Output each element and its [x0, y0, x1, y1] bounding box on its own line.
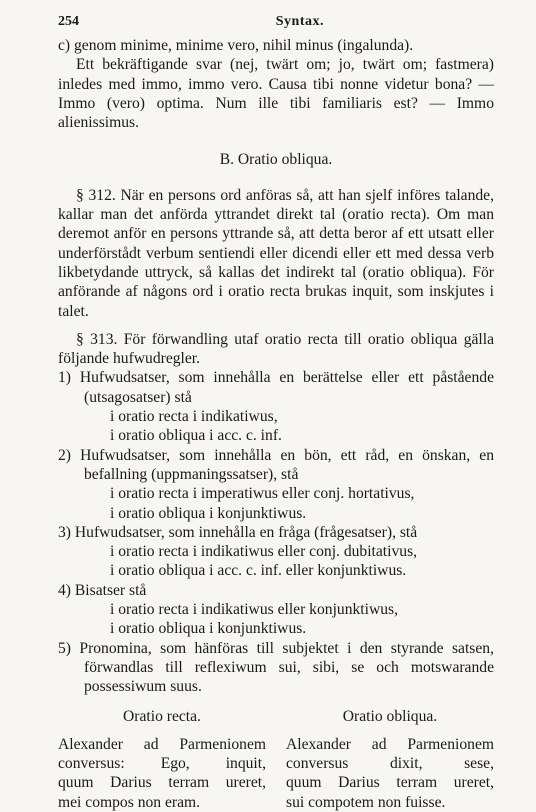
oratio-obliqua-column	[286, 707, 494, 812]
rule-3-sub-1: i oratio recta i indikatiwus eller conj. dubitativus,	[110, 543, 418, 561]
recta-line-4: mei compos non eram.	[58, 793, 201, 811]
obliqua-line-1: Alexander ad Parmenionem	[286, 735, 494, 753]
page-header	[58, 14, 494, 30]
rule-4: 4) Bisatser stå	[58, 581, 147, 599]
rules-list	[58, 368, 494, 696]
oratio-recta-column	[58, 707, 266, 812]
rule-5: 5) Pronomina, som hänföras till subjektet i den styrande satsen, förwandlas till reflexiwum sui, sibi, se och motswarande possessiwum suus.	[58, 639, 494, 696]
rule-3-sub-2: i oratio obliqua i acc. c. inf. eller konjunktiwus.	[110, 562, 407, 580]
running-title: Syntax.	[275, 14, 324, 29]
rule-4-sub-1: i oratio recta i indikatiwus eller konjunktiwus,	[110, 601, 398, 619]
example-columns	[58, 707, 494, 812]
list-item-c: c) genom minime, minime vero, nihil minus (ingalunda).	[58, 37, 414, 54]
obliqua-line-4: sui compotem non fuisse.	[286, 793, 446, 811]
recta-line-3: quum Darius terram ureret,	[58, 774, 266, 792]
rule-2: 2) Hufwudsatser, som innehålla en bön, ett råd, en önskan, en befallning (uppmaningssatser), stå	[58, 446, 494, 483]
rule-3: 3) Hufwudsatser, som innehålla en fråga (frågesatser), stå	[58, 523, 418, 541]
recta-line-1: Alexander ad Parmenionem	[58, 735, 266, 753]
paragraph-313: § 313. För förwandling utaf oratio recta till oratio obliqua gälla följande hufwudregler.	[58, 330, 494, 368]
rule-1-sub-2: i oratio obliqua i acc. c. inf.	[110, 427, 282, 445]
affirmative-answer-paragraph: Ett bekräftigande svar (nej, twärt om; jo, twärt om; fastmera) inledes med immo, immo vero. Causa tibi nonne videtur bona? — Immo (vero) optima. Num ille tibi familiaris est? — Immo alienissimus.	[58, 56, 494, 132]
rule-1: 1) Hufwudsatser, som innehålla en berättelse eller ett påstående (utsagosatser) stå	[58, 369, 494, 406]
paragraph-312: § 312. När en persons ord anföras så, att han sjelf införes talande, kallar man det anförda yttrandet direkt tal (oratio recta). Om man deremot anför en persons yttrande så, att detta beror af ett utsatt eller underförstådt verbum sentiendi eller dicendi eller ett med dessa verb likbetydande uttryck, så kallas det indirekt tal (oratio obliqua). För anförande af någons ord i oratio recta brukas inquit, som inskjutes i talet.	[58, 186, 494, 320]
rule-2-sub-1: i oratio recta i imperatiwus eller conj. hortativus,	[110, 485, 415, 503]
rule-1-sub-1: i oratio recta i indikatiwus,	[110, 408, 278, 426]
section-heading: B. Oratio obliqua.	[219, 151, 333, 169]
rule-2-sub-2: i oratio obliqua i konjunktiwus.	[110, 504, 307, 522]
obliqua-line-3: quum Darius terram ureret,	[286, 774, 494, 792]
column-title-recta: Oratio recta.	[123, 707, 201, 725]
recta-line-2: conversus: Ego, inquit,	[58, 755, 266, 773]
column-title-obliqua: Oratio obliqua.	[342, 707, 438, 725]
obliqua-line-2: conversus dixit, sese,	[286, 755, 494, 773]
page-number: 254	[58, 14, 79, 29]
rule-4-sub-2: i oratio obliqua i konjunktiwus.	[110, 620, 307, 638]
